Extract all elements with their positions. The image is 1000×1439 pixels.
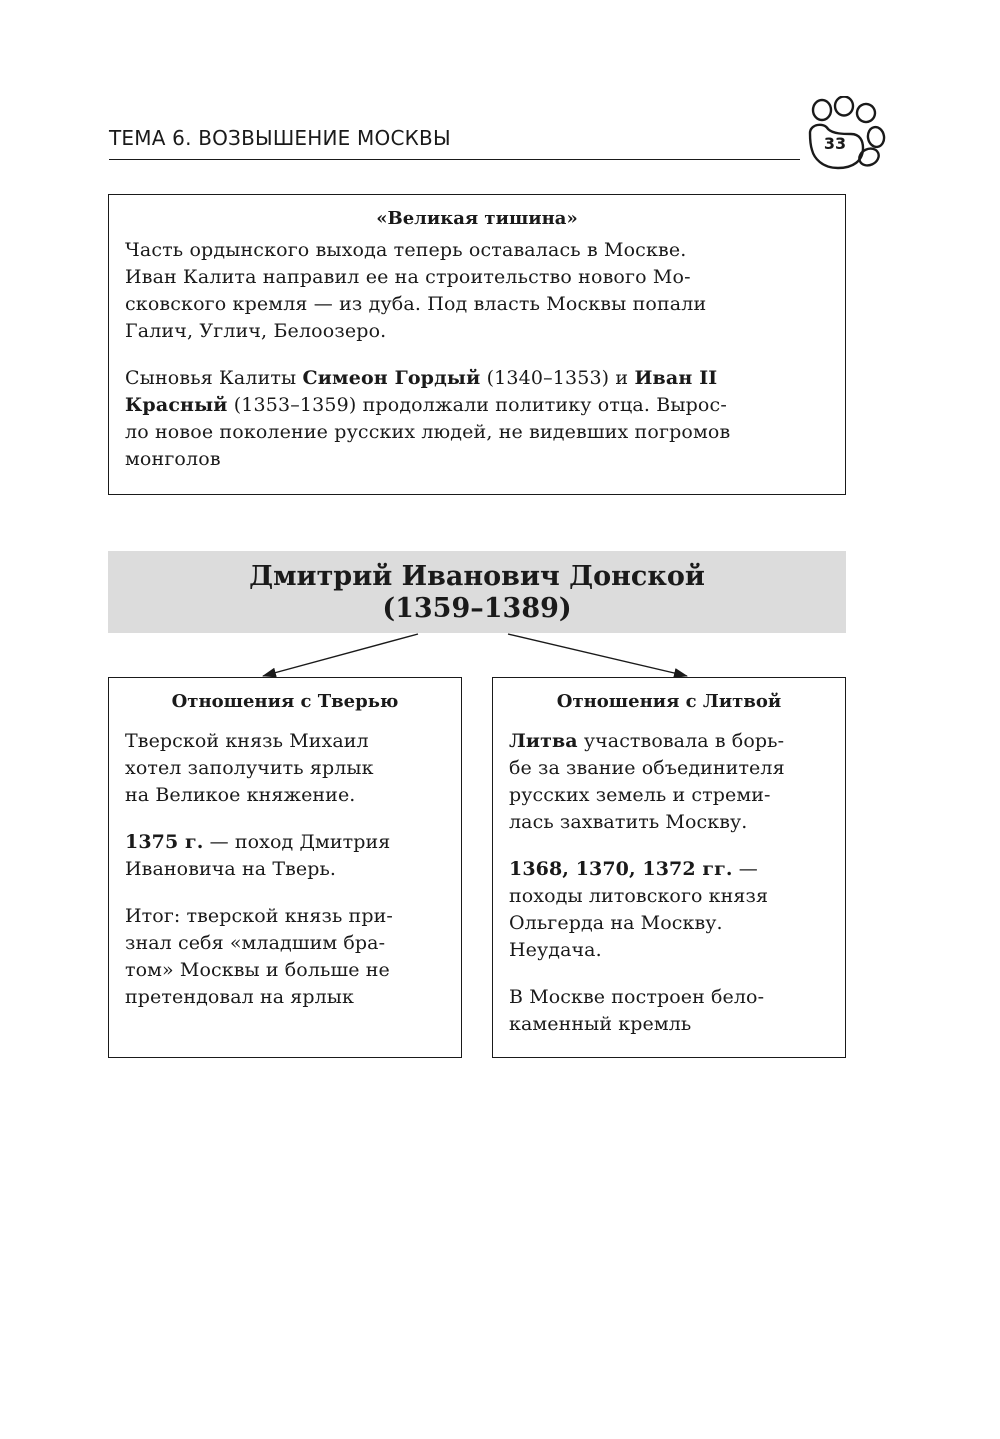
paragraph bbox=[125, 829, 445, 883]
bold-name: Красный bbox=[125, 394, 228, 416]
arrow-right bbox=[508, 634, 687, 676]
text-line: Иван Калита направил ее на строительство нового Мо- bbox=[125, 266, 691, 288]
text-line: русских земель и стреми- bbox=[509, 784, 771, 806]
bold-name: Иван II bbox=[634, 367, 718, 389]
box-title: Отношения с Литвой bbox=[556, 691, 782, 712]
banner-years: (1359–1389) bbox=[382, 593, 572, 624]
text-line: монголов bbox=[125, 448, 221, 470]
bold-name: Симеон Гордый bbox=[302, 367, 481, 389]
paragraph bbox=[509, 856, 829, 964]
text-span: (1353–1359) продолжали политику отца. Вырос- bbox=[227, 394, 727, 416]
text-line: сковского кремля — из дуба. Под власть Москвы попали bbox=[125, 293, 707, 315]
text-line: хотел заполучить ярлык bbox=[125, 757, 374, 779]
paragraph bbox=[125, 903, 445, 1011]
box-title: «Великая тишина» bbox=[376, 208, 578, 229]
lithuania-relations-box bbox=[492, 677, 846, 1058]
paragraph bbox=[125, 237, 829, 345]
text-line: Неудача. bbox=[509, 939, 602, 961]
text-span: (1340–1353) и bbox=[480, 367, 635, 389]
arrow-left bbox=[263, 634, 418, 676]
text-line: Часть ордынского выхода теперь оставалась в Москве. bbox=[125, 239, 687, 261]
text-span: — поход Дмитрия bbox=[203, 831, 391, 853]
paragraph bbox=[125, 365, 829, 473]
text-line: ло новое поколение русских людей, не видевших погромов bbox=[125, 421, 731, 443]
section-title: ТЕМА 6. ВОЗВЫШЕНИЕ МОСКВЫ bbox=[109, 126, 451, 150]
bold-date: 1375 г. bbox=[125, 831, 204, 853]
paragraph bbox=[509, 728, 829, 836]
page-number: 33 bbox=[823, 134, 847, 153]
dmitry-donskoy-banner bbox=[108, 551, 846, 633]
text-line: В Москве построен бело- bbox=[509, 986, 765, 1008]
text-line: претендовал на ярлык bbox=[125, 986, 355, 1008]
text-line bbox=[125, 365, 829, 392]
bold-term: Литва bbox=[509, 730, 578, 752]
text-line: на Великое княжение. bbox=[125, 784, 356, 806]
tver-relations-box bbox=[108, 677, 462, 1058]
text-line: каменный кремль bbox=[509, 1013, 692, 1035]
text-line bbox=[125, 829, 445, 856]
text-line: знал себя «младшим бра- bbox=[125, 932, 386, 954]
text-line: Итог: тверской князь при- bbox=[125, 905, 393, 927]
text-line: лась захватить Москву. bbox=[509, 811, 748, 833]
box-title: Отношения с Тверью bbox=[171, 691, 399, 712]
text-line: Ольгерда на Москву. bbox=[509, 912, 723, 934]
paragraph bbox=[509, 984, 829, 1038]
text-line: походы литовского князя bbox=[509, 885, 769, 907]
banner-name: Дмитрий Иванович Донской bbox=[249, 561, 705, 592]
text-line bbox=[509, 728, 829, 755]
text-line: том» Москвы и больше не bbox=[125, 959, 390, 981]
bold-date: 1368, 1370, 1372 гг. bbox=[509, 858, 733, 880]
text-line bbox=[125, 392, 829, 419]
text-span: участвовала в борь- bbox=[577, 730, 785, 752]
great-silence-box bbox=[108, 194, 846, 495]
text-span: — bbox=[732, 858, 758, 880]
text-line: Тверской князь Михаил bbox=[125, 730, 369, 752]
header-rule bbox=[109, 159, 800, 160]
paragraph bbox=[125, 728, 445, 809]
text-span: Сыновья Калиты bbox=[125, 367, 303, 389]
text-line: Ивановича на Тверь. bbox=[125, 858, 337, 880]
text-line: бе за звание объединителя bbox=[509, 757, 785, 779]
text-line: Галич, Углич, Белоозеро. bbox=[125, 320, 387, 342]
text-line bbox=[509, 856, 829, 883]
